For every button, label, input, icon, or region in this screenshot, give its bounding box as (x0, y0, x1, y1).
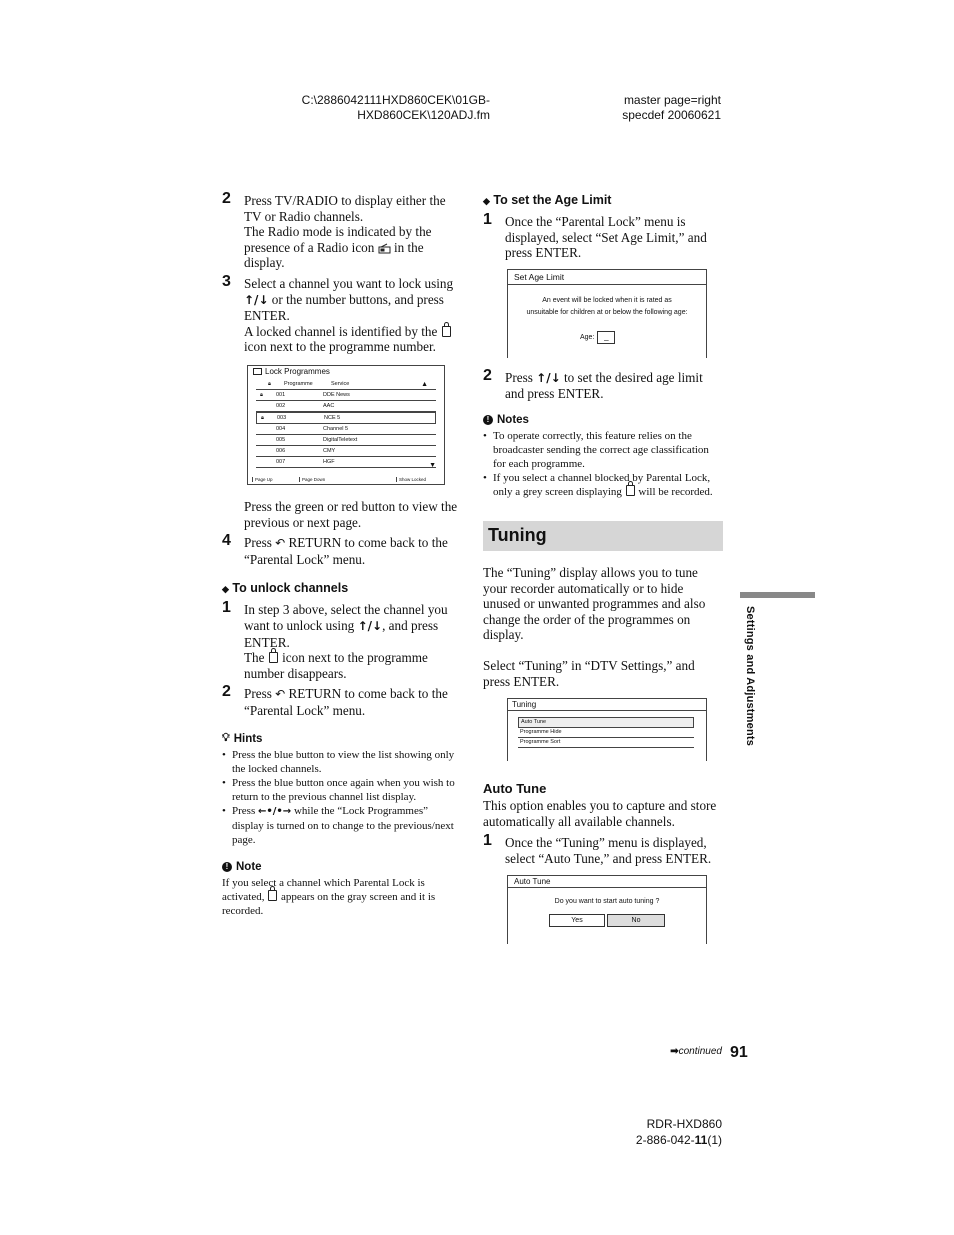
note-2: • If you select a channel blocked by Parental Lock, only a grey screen displaying will be recorded. (483, 471, 723, 499)
service-name: HGF (323, 458, 335, 465)
no-button[interactable]: No (607, 914, 665, 927)
yes-button[interactable]: Yes (549, 914, 605, 927)
up-down-arrows-icon: ↑/↓ (244, 292, 269, 307)
service-name: Channel 5 (323, 425, 349, 432)
step-2: 2 Press TV/RADIO to display either the TV or Radio channels. The Radio mode is indicated by the presence of a Radio icon in the display. (222, 190, 446, 271)
table-row[interactable] (256, 390, 436, 401)
master-page-info: master page=right specdef 20060621 (622, 93, 721, 122)
note-heading: ! Note (222, 861, 462, 873)
radio-icon (378, 243, 391, 254)
age-step-1: 1 Once the “Parental Lock” menu is displayed, select “Set Age Limit,” and press ENTER. (483, 211, 707, 261)
lock-icon: 🔒︎ (261, 414, 264, 421)
tv-icon (253, 368, 262, 375)
right-arrow-icon: ➡ (670, 1046, 679, 1057)
after-screen-text: Press the green or red button to view the previous or next page. (244, 498, 458, 530)
age-input[interactable]: _ (597, 331, 615, 344)
step-4: 4 Press ↶ RETURN to come back to the “Parental Lock” menu. (222, 532, 448, 567)
continued-marker: ➡continued (670, 1046, 722, 1057)
file-path: C:\2886042111HXD860CEK\01GB- HXD860CEK\120ADJ.fm (301, 93, 490, 122)
tuning-screen (507, 698, 707, 761)
unlock-channels-heading: ◆ To unlock channels (222, 581, 349, 596)
left-right-arrows-icon: ←•/•→ (257, 806, 292, 818)
table-row[interactable] (256, 424, 436, 435)
lock-icon (269, 652, 278, 663)
hints-heading: 💡︎ Hints (222, 732, 263, 745)
lightbulb-icon: 💡︎ (222, 732, 230, 745)
return-icon: ↶ (275, 687, 286, 702)
note-icon: ! (222, 862, 232, 872)
tuning-intro: The “Tuning” display allows you to tune your recorder automatically or to hide unused or unwanted programmes and also change the order of the programmes on display. (483, 564, 706, 643)
tuning-menu-item[interactable]: Programme Sort (518, 738, 694, 748)
diamond-icon: ◆ (483, 196, 490, 206)
note-text: If you select a channel which Parental Lock is activated, appears on the gray screen and it is recorded. (222, 877, 436, 918)
age-limit-heading: ◆ To set the Age Limit (483, 193, 612, 207)
side-tab-label: Settings and Adjustments (744, 606, 756, 747)
table-row[interactable] (256, 435, 436, 446)
lock-programmes-list (256, 390, 436, 468)
right-column (483, 193, 723, 944)
service-name: CMY (323, 447, 336, 454)
screen-title: Lock Programmes (265, 366, 330, 376)
up-down-arrows-icon: ↑/↓ (357, 618, 383, 633)
programme-number: 004 (276, 425, 286, 432)
programme-number: 003 (277, 414, 287, 421)
programme-number: 002 (276, 402, 286, 409)
note-icon: ! (483, 415, 493, 425)
table-row[interactable] (256, 401, 436, 412)
notes-heading: ! Notes (483, 414, 723, 426)
page-number: 91 (730, 1044, 748, 1061)
auto-tune-question: Do you want to start auto tuning ? (554, 897, 660, 905)
lock-icon (626, 485, 635, 496)
tuning-menu-item[interactable]: Programme Hide (518, 728, 694, 738)
unlock-step-1: 1 In step 3 above, select the channel you want to unlock using ↑/↓, and press ENTER. The icon next to the programme number disappears. (222, 599, 448, 681)
hint-3: • Press ←•/•→ while the “Lock Programmes” display is turned on to change to the previous/next page. (222, 804, 462, 847)
scroll-down-icon[interactable]: ▼ (429, 461, 436, 469)
auto-tune-step-1: 1 Once the “Tuning” menu is displayed, select “Auto Tune,” and press ENTER. (483, 832, 712, 866)
service-name: DDE News (323, 391, 350, 398)
hint-1: • Press the blue button to view the list showing only the locked channels. (222, 748, 462, 776)
side-tab-bar (740, 592, 815, 598)
table-row[interactable] (256, 412, 436, 424)
screen-title: Set Age Limit (508, 270, 706, 285)
up-down-arrows-icon: ↑/↓ (536, 370, 561, 385)
programme-number: 001 (276, 391, 286, 398)
screen-footer: Page Up Page Down Show Locked (252, 477, 440, 482)
auto-tune-description: This option enables you to capture and store automatically all available channels. (483, 798, 717, 829)
lock-icon: 🔒︎ (260, 391, 263, 398)
section-title-bar (483, 521, 723, 551)
step-3: 3 Select a channel you want to lock using ↑/↓ or the number buttons, and press ENTER. A locked channel is identified by the icon next to the programme number. (222, 272, 454, 355)
lock-col-icon: 🔒︎ (268, 380, 271, 387)
note-1: • To operate correctly, this feature relies on the broadcaster sending the correct age classification for each programme. (483, 429, 723, 471)
service-name: AAC (323, 402, 335, 409)
model-number: RDR-HXD860 (646, 1117, 722, 1131)
age-step-2: 2 Press ↑/↓ to set the desired age limit and press ENTER. (483, 366, 703, 402)
diamond-icon: ◆ (222, 584, 229, 595)
programme-number: 005 (276, 436, 286, 443)
tuning-select: Select “Tuning” in “DTV Settings,” and press ENTER. (483, 657, 695, 689)
auto-tune-heading: Auto Tune (483, 781, 547, 797)
scroll-up-icon[interactable]: ▲ (421, 380, 428, 388)
tuning-menu (518, 717, 694, 748)
return-icon: ↶ (275, 536, 286, 551)
table-header: 🔒︎ Programme Service ▲ (256, 377, 436, 390)
lock-icon (268, 890, 277, 901)
auto-tune-screen (507, 875, 707, 944)
lock-icon (442, 326, 451, 337)
table-row[interactable] (256, 446, 436, 457)
screen-title: Tuning (508, 699, 706, 711)
tuning-menu-item[interactable]: Auto Tune (518, 717, 694, 728)
screen-title: Auto Tune (508, 876, 706, 888)
unlock-step-2: 2 Press ↶ RETURN to come back to the “Parental Lock” menu. (222, 683, 448, 718)
service-name: DigitalTeletext (323, 436, 358, 443)
set-age-limit-screen: Set Age Limit An event will be locked when it is rated as unsuitable for children at or below the following age: Age: _ (507, 269, 707, 358)
service-name: NCE 5 (324, 414, 341, 421)
programme-number: 007 (276, 458, 286, 465)
programme-number: 006 (276, 447, 286, 454)
hint-2: • Press the blue button once again when you wish to return to the previous channel list display. (222, 776, 462, 804)
left-column (222, 190, 462, 918)
doc-code: 2-886-042-11(1) (635, 1133, 722, 1147)
section-title: Tuning (488, 525, 547, 546)
lock-programmes-screen (247, 365, 445, 485)
